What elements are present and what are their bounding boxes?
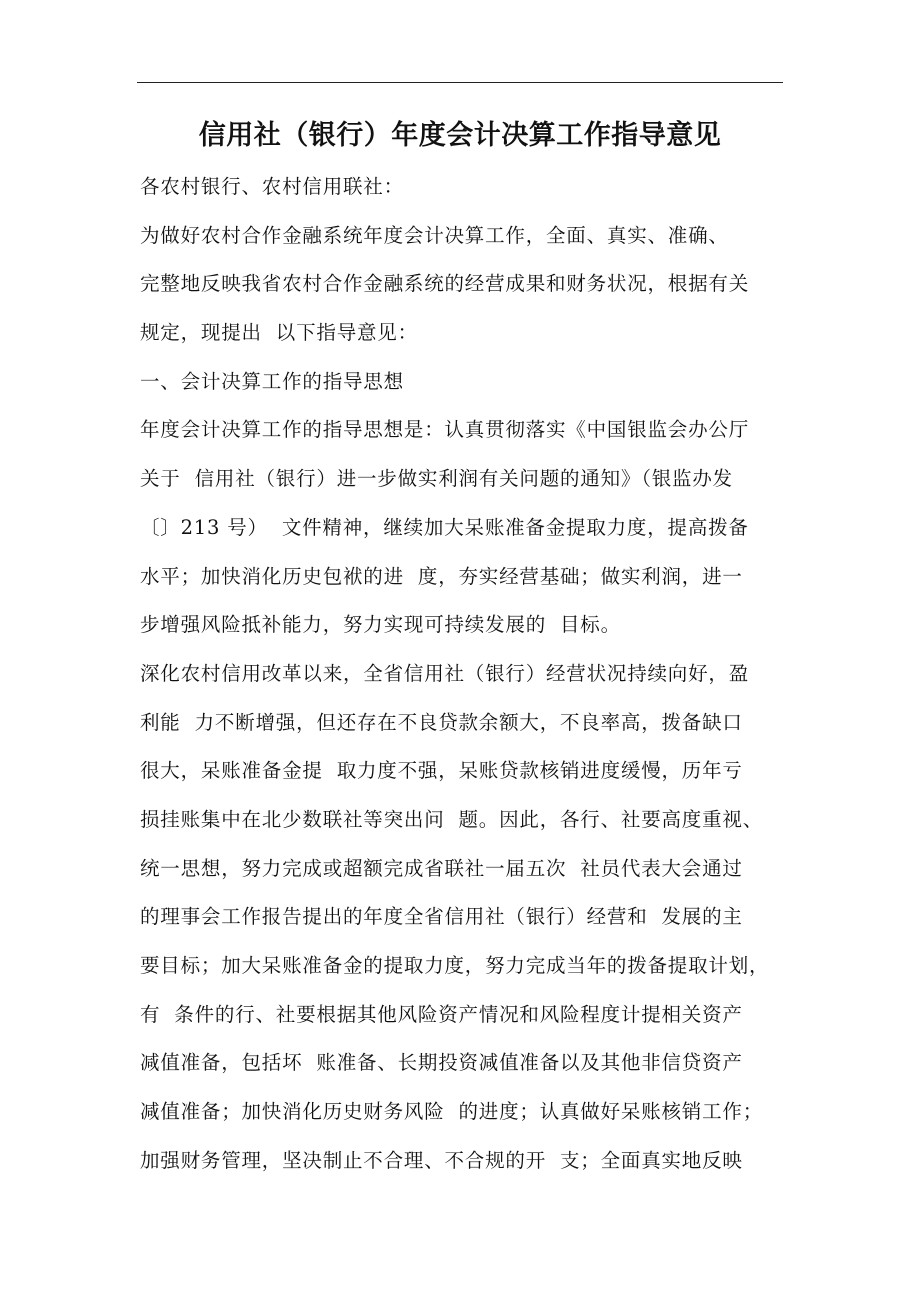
paragraph-line: 完整地反映我省农村合作金融系统的经营成果和财务状况，根据有关 xyxy=(140,272,750,296)
paragraph-line: 统一思想，努力完成或超额完成省联社一届五次 社员代表大会通过 xyxy=(140,856,743,880)
paragraph-line: 水平；加快消化历史包袱的进 度，夯实经营基础；做实利润，进一 xyxy=(140,564,743,588)
paragraph-line: 的理事会工作报告提出的年度全省信用社（银行）经营和 发展的主 xyxy=(140,905,743,929)
paragraph-line: 减值准备；加快消化历史财务风险 的进度；认真做好呆账核销工作； xyxy=(140,1100,763,1124)
salutation-line: 各农村银行、农村信用联社： xyxy=(140,175,404,198)
paragraph-line: 为做好农村合作金融系统年度会计决算工作，全面、真实、准确、 xyxy=(140,223,729,247)
section-heading: 一、会计决算工作的指导思想 xyxy=(140,369,404,393)
paragraph-line: 减值准备，包括坏 账准备、长期投资减值准备以及其他非信贷资产 xyxy=(140,1051,743,1075)
paragraph-line: 损挂账集中在北少数联社等突出问 题。因此，各行、社要高度重视、 xyxy=(140,807,763,831)
paragraph-line: 关于 信用社（银行）进一步做实利润有关问题的通知》（银监办发 xyxy=(140,467,733,491)
paragraph-line: 年度会计决算工作的指导思想是：认真贯彻落实《中国银监会办公厅 xyxy=(140,418,750,442)
paragraph-line: 很大，呆账准备金提 取力度不强，呆账贷款核销进度缓慢，历年亏 xyxy=(140,759,743,783)
header-rule xyxy=(137,82,783,83)
paragraph-line: 加强财务管理，坚决制止不合理、不合规的开 支；全面真实地反映 xyxy=(140,1148,743,1172)
paragraph-line: 〔〕213 号） 文件精神，继续加大呆账准备金提取力度，提高拨备 xyxy=(140,515,749,539)
paragraph-line: 有 条件的行、社要根据其他风险资产情况和风险程度计提相关资产 xyxy=(140,1002,743,1026)
document-title: 信用社（银行）年度会计决算工作指导意见 xyxy=(198,120,722,151)
document-body xyxy=(140,163,786,1185)
paragraph-line: 规定，现提出 以下指导意见： xyxy=(140,321,418,345)
paragraph-line: 利能 力不断增强，但还存在不良贷款余额大，不良率高，拨备缺口 xyxy=(140,710,743,734)
paragraph-line: 要目标；加大呆账准备金的提取力度，努力完成当年的拨备提取计划， xyxy=(140,954,770,977)
paragraph-line: 步增强风险抵补能力，努力实现可持续发展的 目标。 xyxy=(140,613,621,637)
paragraph-line: 深化农村信用改革以来，全省信用社（银行）经营状况持续向好，盈 xyxy=(140,661,750,685)
